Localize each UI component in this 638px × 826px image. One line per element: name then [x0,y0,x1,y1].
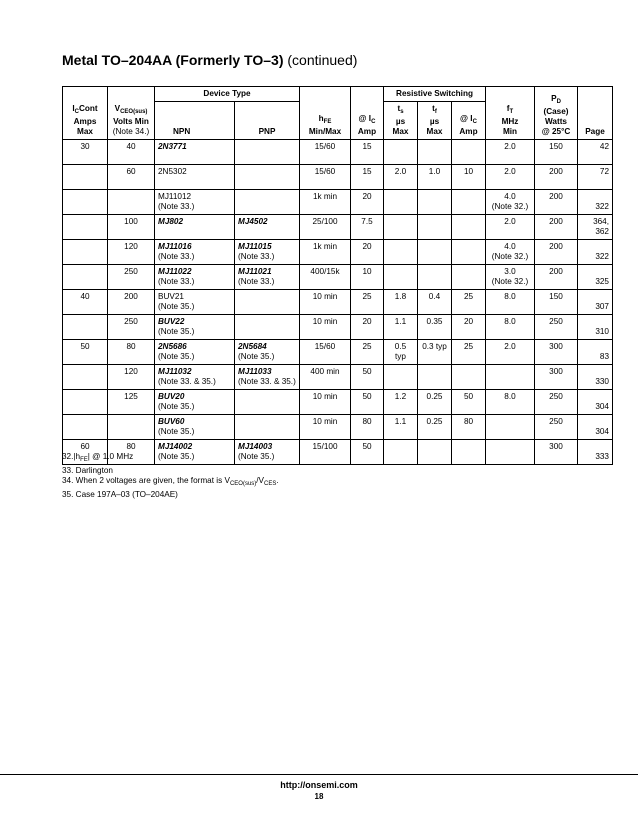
cell-ic [63,265,108,290]
table-row [63,290,613,315]
note-35: 35. Case 197A–03 (TO–204AE) [62,489,178,499]
cell-pnp [235,315,300,340]
cell-hfe: 15/60 [300,340,351,365]
table-row [63,215,613,240]
cell-vceo: 120 [108,365,155,390]
cell-npn: BUV21 (Note 35.) [155,290,235,315]
cell-ft: 8.0 [486,290,535,315]
cell-pd: 150 [535,140,578,165]
cell-page: 310 [578,315,613,340]
cell-ic: 30 [63,140,108,165]
page-title: Metal TO–204AA (Formerly TO–3) (continued) [62,52,358,68]
cell-vceo: 60 [108,165,155,190]
cell-ft: 3.0 (Note 32.) [486,265,535,290]
cell-ft: 2.0 [486,165,535,190]
table-row [63,240,613,265]
cell-at-ic2: 25 [452,290,486,315]
cell-ic [63,165,108,190]
cell-at-ic: 25 [351,340,384,365]
cell-pd: 150 [535,290,578,315]
cell-pd: 200 [535,215,578,240]
cell-page: 333 [578,440,613,465]
cell-page: 304 [578,415,613,440]
cell-at-ic2 [452,140,486,165]
table-row [63,315,613,340]
cell-tf: 1.0 [418,165,452,190]
cell-pnp [235,415,300,440]
col-device-type: Device Type [155,87,300,102]
cell-pnp [235,190,300,215]
col-npn: NPN [155,102,235,140]
cell-page: 364, 362 [578,215,613,240]
cell-npn: 2N5686 (Note 35.) [155,340,235,365]
cell-pd: 300 [535,440,578,465]
cell-npn: MJ11012 (Note 33.) [155,190,235,215]
cell-hfe: 15/60 [300,140,351,165]
cell-npn: MJ11032 (Note 33. & 35.) [155,365,235,390]
cell-hfe: 10 min [300,415,351,440]
cell-at-ic: 50 [351,365,384,390]
cell-ic [63,390,108,415]
cell-hfe: 400/15k [300,265,351,290]
cell-pd: 200 [535,165,578,190]
cell-tf [418,215,452,240]
cell-at-ic: 7.5 [351,215,384,240]
col-tf: $t_f$ µs Max [418,102,452,140]
cell-vceo [108,190,155,215]
cell-tf [418,440,452,465]
cell-ic [63,415,108,440]
cell-ft: 4.0 (Note 32.) [486,240,535,265]
cell-at-ic2: 10 [452,165,486,190]
cell-npn: 2N3771 [155,140,235,165]
cell-page: 304 [578,390,613,415]
cell-ts: 1.8 [384,290,418,315]
cell-pd: 250 [535,390,578,415]
col-pnp: PNP [235,102,300,140]
cell-ts [384,265,418,290]
cell-pnp: MJ14003 (Note 35.) [235,440,300,465]
col-ts: $t_s$ µs Max [384,102,418,140]
cell-at-ic2 [452,215,486,240]
footnotes [62,452,279,500]
cell-hfe: 10 min [300,315,351,340]
cell-ft [486,365,535,390]
note-34: 34. When 2 voltages are given, the format is $V_{CEO(sus)}/V_{CES}$. [62,476,279,487]
cell-at-ic: 20 [351,315,384,340]
cell-ts: 2.0 [384,165,418,190]
cell-at-ic2 [452,440,486,465]
cell-page: 325 [578,265,613,290]
cell-ft: 2.0 [486,340,535,365]
cell-pnp [235,165,300,190]
cell-pd: 200 [535,240,578,265]
cell-hfe: 1k min [300,240,351,265]
col-ft: $f_T$ MHz Min [486,87,535,140]
cell-vceo: 250 [108,315,155,340]
cell-ic [63,315,108,340]
cell-pnp [235,390,300,415]
cell-ft: 4.0 (Note 32.) [486,190,535,215]
page-number: 18 [314,792,324,801]
col-page: Page [578,87,613,140]
cell-hfe: 25/100 [300,215,351,240]
col-resistive-switching: Resistive Switching [384,87,486,102]
cell-pnp: MJ11015 (Note 33.) [235,240,300,265]
cell-ft: 8.0 [486,315,535,340]
table-row [63,415,613,440]
cell-page: 307 [578,290,613,315]
table-row [63,340,613,365]
cell-pd: 200 [535,265,578,290]
cell-ts [384,190,418,215]
cell-pnp: 2N5684 (Note 35.) [235,340,300,365]
col-at-ic: @ $I_C$ Amp [351,87,384,140]
cell-at-ic2: 80 [452,415,486,440]
cell-pnp [235,290,300,315]
cell-pnp: MJ4502 [235,215,300,240]
cell-vceo [108,415,155,440]
cell-tf [418,190,452,215]
cell-vceo: 100 [108,215,155,240]
footer-url[interactable]: http://onsemi.com [280,780,358,790]
cell-page: 42 [578,140,613,165]
cell-at-ic2 [452,240,486,265]
cell-tf: 0.25 [418,415,452,440]
cell-vceo: 125 [108,390,155,415]
cell-ts [384,440,418,465]
cell-at-ic: 50 [351,390,384,415]
cell-hfe: 15/60 [300,165,351,190]
table-row [63,190,613,215]
cell-page: 83 [578,340,613,365]
table-row [63,365,613,390]
cell-at-ic: 20 [351,240,384,265]
cell-ts: 1.1 [384,415,418,440]
cell-ts [384,240,418,265]
cell-hfe: 10 min [300,290,351,315]
cell-hfe: 10 min [300,390,351,415]
cell-npn: MJ802 [155,215,235,240]
note-33: 33. Darlington [62,465,113,475]
cell-pd: 250 [535,415,578,440]
cell-npn: MJ11016 (Note 33.) [155,240,235,265]
spec-table [62,86,613,465]
cell-npn: MJ11022 (Note 33.) [155,265,235,290]
note-32: $32.|h_{FE}|$ @ 1.0 MHz [62,452,134,463]
cell-ts: 1.2 [384,390,418,415]
cell-page: 322 [578,190,613,215]
cell-page: 330 [578,365,613,390]
cell-npn: BUV20 (Note 35.) [155,390,235,415]
cell-tf: 0.25 [418,390,452,415]
cell-page: 322 [578,240,613,265]
cell-ft: 2.0 [486,140,535,165]
cell-pnp: MJ11021 (Note 33.) [235,265,300,290]
cell-tf: 0.4 [418,290,452,315]
cell-ts [384,215,418,240]
cell-ic: 40 [63,290,108,315]
table-row [63,140,613,165]
cell-npn: BUV60 (Note 35.) [155,415,235,440]
cell-npn: MJ14002 (Note 35.) [155,440,235,465]
cell-ic [63,240,108,265]
cell-vceo: 80 [108,340,155,365]
cell-tf [418,365,452,390]
cell-ts [384,365,418,390]
cell-vceo: 250 [108,265,155,290]
cell-at-ic2 [452,190,486,215]
cell-ft: 2.0 [486,215,535,240]
cell-ic [63,215,108,240]
cell-tf [418,265,452,290]
cell-at-ic: 20 [351,190,384,215]
cell-vceo: 120 [108,240,155,265]
cell-ft [486,415,535,440]
table-row [63,390,613,415]
cell-pd: 300 [535,365,578,390]
cell-ft: 8.0 [486,390,535,415]
table-row [63,165,613,190]
cell-at-ic: 15 [351,165,384,190]
cell-at-ic: 50 [351,440,384,465]
cell-at-ic: 25 [351,290,384,315]
cell-at-ic: 80 [351,415,384,440]
cell-ts: 1.1 [384,315,418,340]
cell-vceo: 80 [108,440,155,465]
cell-tf: 0.35 [418,315,452,340]
table-row [63,265,613,290]
cell-tf [418,240,452,265]
cell-ts [384,140,418,165]
cell-vceo: 200 [108,290,155,315]
col-vceo: $V_{CEO(sus)}$ Volts Min (Note 34.) [108,87,155,140]
cell-pd: 200 [535,190,578,215]
cell-tf: 0.3 typ [418,340,452,365]
cell-at-ic: 10 [351,265,384,290]
cell-hfe: 400 min [300,365,351,390]
cell-ic [63,365,108,390]
cell-at-ic2: 50 [452,390,486,415]
cell-ft [486,440,535,465]
cell-ic [63,190,108,215]
cell-pd: 300 [535,340,578,365]
cell-npn: 2N5302 [155,165,235,190]
cell-vceo: 40 [108,140,155,165]
col-pd: $P_D$ (Case) Watts @ 25°C [535,87,578,140]
col-at-ic2: @ $I_C$ Amp [452,102,486,140]
cell-pnp: MJ11033 (Note 33. & 35.) [235,365,300,390]
cell-ts: 0.5 typ [384,340,418,365]
cell-pnp [235,140,300,165]
cell-at-ic2: 20 [452,315,486,340]
cell-at-ic2 [452,265,486,290]
footer-divider [0,774,638,775]
cell-at-ic2 [452,365,486,390]
cell-pd: 250 [535,315,578,340]
col-ic-cont: $I_CCont$ Amps Max [63,87,108,140]
cell-npn: BUV22 (Note 35.) [155,315,235,340]
cell-ic: 60 [63,440,108,465]
cell-at-ic2: 25 [452,340,486,365]
cell-tf [418,140,452,165]
cell-page: 72 [578,165,613,190]
cell-hfe: 15/100 [300,440,351,465]
cell-at-ic: 15 [351,140,384,165]
cell-hfe: 1k min [300,190,351,215]
cell-ic: 50 [63,340,108,365]
col-hfe: $h_{FE}$ Min/Max [300,87,351,140]
